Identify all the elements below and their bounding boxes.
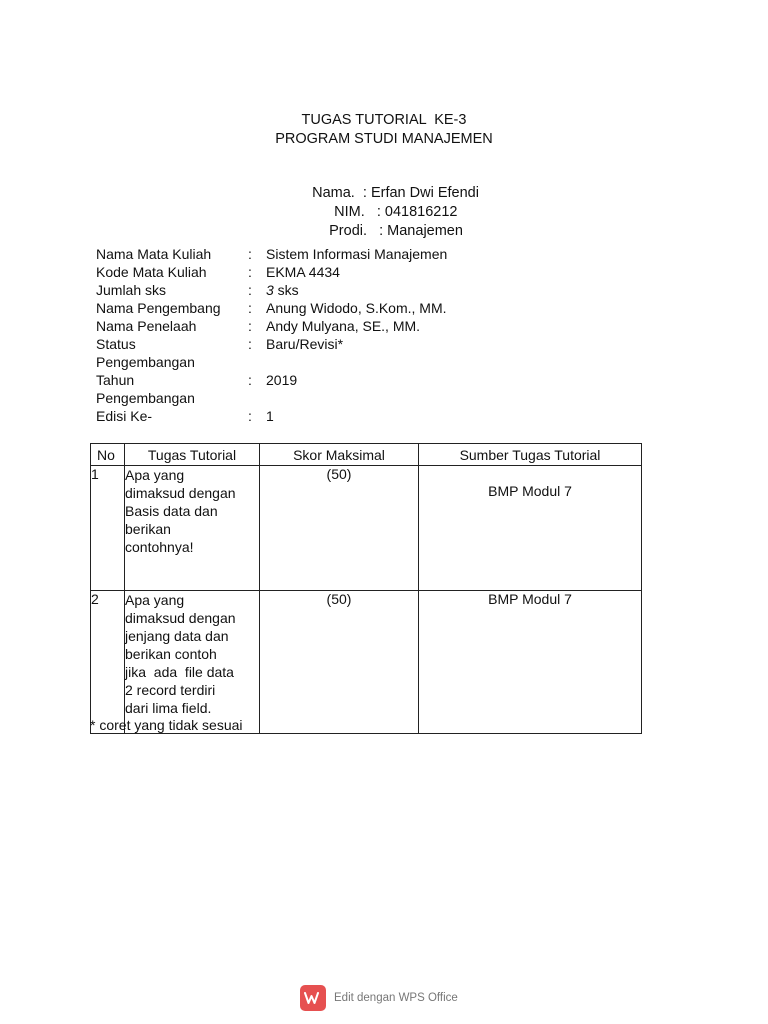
info-row: Jumlah sks : 3 sks xyxy=(96,281,536,299)
task-text: Apa yang dimaksud dengan Basis data dan berikan contohnya! xyxy=(125,466,260,591)
info-row: Status : Baru/Revisi* xyxy=(96,335,536,353)
watermark-text: Edit dengan WPS Office xyxy=(334,992,458,1004)
info-value xyxy=(266,353,536,371)
student-prodi-value: : Manajemen xyxy=(379,223,463,239)
header-skor: Skor Maksimal xyxy=(260,444,419,466)
info-row: Kode Mata Kuliah : EKMA 4434 xyxy=(96,263,536,281)
wps-office-icon xyxy=(300,985,326,1011)
info-row xyxy=(96,353,536,371)
info-label: Nama Pengembang xyxy=(96,300,221,316)
info-label: Kode Mata Kuliah xyxy=(96,264,207,280)
max-score: (50) xyxy=(260,591,419,734)
table-header-row xyxy=(91,444,642,466)
student-name-value: : Erfan Dwi Efendi xyxy=(362,185,479,201)
info-row: Tahun : 2019 xyxy=(96,371,536,389)
student-name-label: Nama. xyxy=(312,185,355,201)
info-label: Nama Mata Kuliah xyxy=(96,246,212,262)
task-table xyxy=(90,443,642,734)
student-nim-label: NIM. xyxy=(334,204,365,220)
info-value: 1 xyxy=(266,408,274,424)
table-row xyxy=(91,591,642,734)
student-prodi-label: Prodi. xyxy=(329,223,368,239)
header-tugas: Tugas Tutorial xyxy=(125,444,260,466)
course-info xyxy=(96,245,536,425)
row-number: 2 xyxy=(91,591,125,734)
info-value: Sistem Informasi Manajemen xyxy=(266,246,448,262)
info-row: Nama Pengembang : Anung Widodo, S.Kom., MM. xyxy=(96,299,536,317)
task-source: BMP Modul 7 xyxy=(419,466,642,591)
info-label: Tahun xyxy=(96,372,135,388)
student-nim-value: : 041816212 xyxy=(376,204,458,220)
task-text: Apa yang dimaksud dengan jenjang data dan berikan contoh jika ada file data 2 record terdiri dari lima field. xyxy=(125,591,260,734)
footnote: * coret yang tidak sesuai xyxy=(90,717,243,733)
task-source: BMP Modul 7 xyxy=(419,591,642,734)
header-no: No xyxy=(91,444,125,466)
info-value: Andy Mulyana, SE., MM. xyxy=(266,318,421,334)
info-value: Anung Widodo, S.Kom., MM. xyxy=(266,300,447,316)
info-value: 2019 xyxy=(266,372,298,388)
info-row: Nama Mata Kuliah : Sistem Informasi Manajemen xyxy=(96,245,536,263)
info-label: Pengembangan xyxy=(96,390,195,406)
info-label: Pengembangan xyxy=(96,354,195,370)
info-label: Jumlah sks xyxy=(96,282,167,298)
header-sumber: Sumber Tugas Tutorial xyxy=(419,444,642,466)
info-value: Baru/Revisi* xyxy=(266,336,344,352)
info-label: Nama Penelaah xyxy=(96,318,197,334)
info-label: Edisi Ke- xyxy=(96,408,153,424)
info-row: Edisi Ke- : 1 xyxy=(96,407,536,425)
info-row: Nama Penelaah : Andy Mulyana, SE., MM. xyxy=(96,317,536,335)
row-number: 1 xyxy=(91,466,125,591)
info-label: Status xyxy=(96,336,136,352)
wps-watermark[interactable] xyxy=(300,985,458,1011)
document-title: TUGAS TUTORIAL KE-3 xyxy=(301,112,467,128)
info-value xyxy=(266,389,536,407)
program-title: PROGRAM STUDI MANAJEMEN xyxy=(275,131,493,147)
info-value: EKMA 4434 xyxy=(266,264,340,280)
max-score: (50) xyxy=(260,466,419,591)
info-value: 3 sks xyxy=(266,282,299,298)
table-row xyxy=(91,466,642,591)
info-row xyxy=(96,389,536,407)
